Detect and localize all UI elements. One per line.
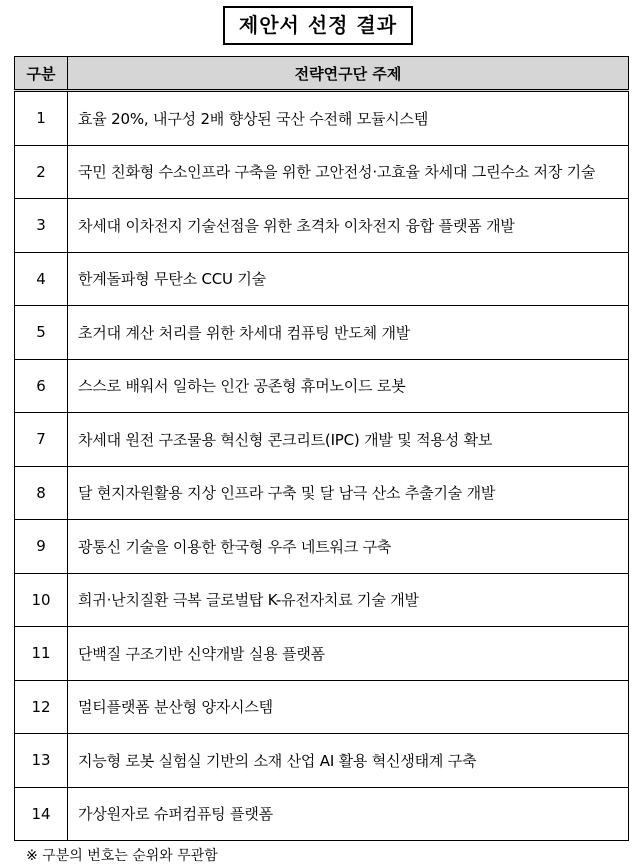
table-row [15,306,629,360]
row-topic: 달 현지자원활용 지상 인프라 구축 및 달 남극 산소 추출기술 개발 [68,466,629,520]
row-topic: 국민 친화형 수소인프라 구축을 위한 고안전성·고효율 차세대 그린수소 저장 기술 [68,145,629,199]
row-number: 12 [15,680,68,734]
table-row [15,466,629,520]
row-number: 5 [15,306,68,360]
row-number: 3 [15,199,68,253]
row-topic: 차세대 이차전지 기술선점을 위한 초격차 이차전지 융합 플랫폼 개발 [68,199,629,253]
table-row [15,680,629,734]
row-topic: 단백질 구조기반 신약개발 실용 플랫폼 [68,627,629,681]
table-row [15,359,629,413]
row-number: 10 [15,573,68,627]
table-row [15,627,629,681]
table-body [15,91,629,841]
row-number: 14 [15,787,68,841]
row-topic: 한계돌파형 무탄소 CCU 기술 [68,252,629,306]
table-row [15,787,629,841]
row-topic: 스스로 배워서 일하는 인간 공존형 휴머노이드 로봇 [68,359,629,413]
row-topic: 차세대 원전 구조물용 혁신형 콘크리트(IPC) 개발 및 적용성 확보 [68,413,629,467]
row-number: 1 [15,91,68,146]
row-number: 11 [15,627,68,681]
row-number: 2 [15,145,68,199]
table-row [15,252,629,306]
row-topic: 희귀·난치질환 극복 글로벌탑 K-유전자치료 기술 개발 [68,573,629,627]
row-number: 6 [15,359,68,413]
table-row [15,413,629,467]
column-header-topic: 전략연구단 주제 [68,57,629,91]
results-table [14,56,629,841]
row-topic: 효율 20%, 내구성 2배 향상된 국산 수전해 모듈시스템 [68,91,629,146]
page-title: 제안서 선정 결과 [223,6,413,45]
table-row [15,145,629,199]
column-header-category: 구분 [15,57,68,91]
table-row [15,520,629,574]
row-topic: 가상원자로 슈퍼컴퓨팅 플랫폼 [68,787,629,841]
row-number: 7 [15,413,68,467]
table-row [15,573,629,627]
row-topic: 지능형 로봇 실험실 기반의 소재 산업 AI 활용 혁신생태계 구축 [68,734,629,788]
row-topic: 광통신 기술을 이용한 한국형 우주 네트워크 구축 [68,520,629,574]
table-row [15,199,629,253]
row-number: 9 [15,520,68,574]
row-topic: 멀티플랫폼 분산형 양자시스템 [68,680,629,734]
row-number: 8 [15,466,68,520]
row-number: 4 [15,252,68,306]
header-row [15,57,629,91]
table-row [15,91,629,146]
row-number: 13 [15,734,68,788]
footnote: ※ 구분의 번호는 순위와 무관함 [26,848,218,864]
row-topic: 초거대 계산 처리를 위한 차세대 컴퓨팅 반도체 개발 [68,306,629,360]
title-area [0,6,636,45]
table-row [15,734,629,788]
